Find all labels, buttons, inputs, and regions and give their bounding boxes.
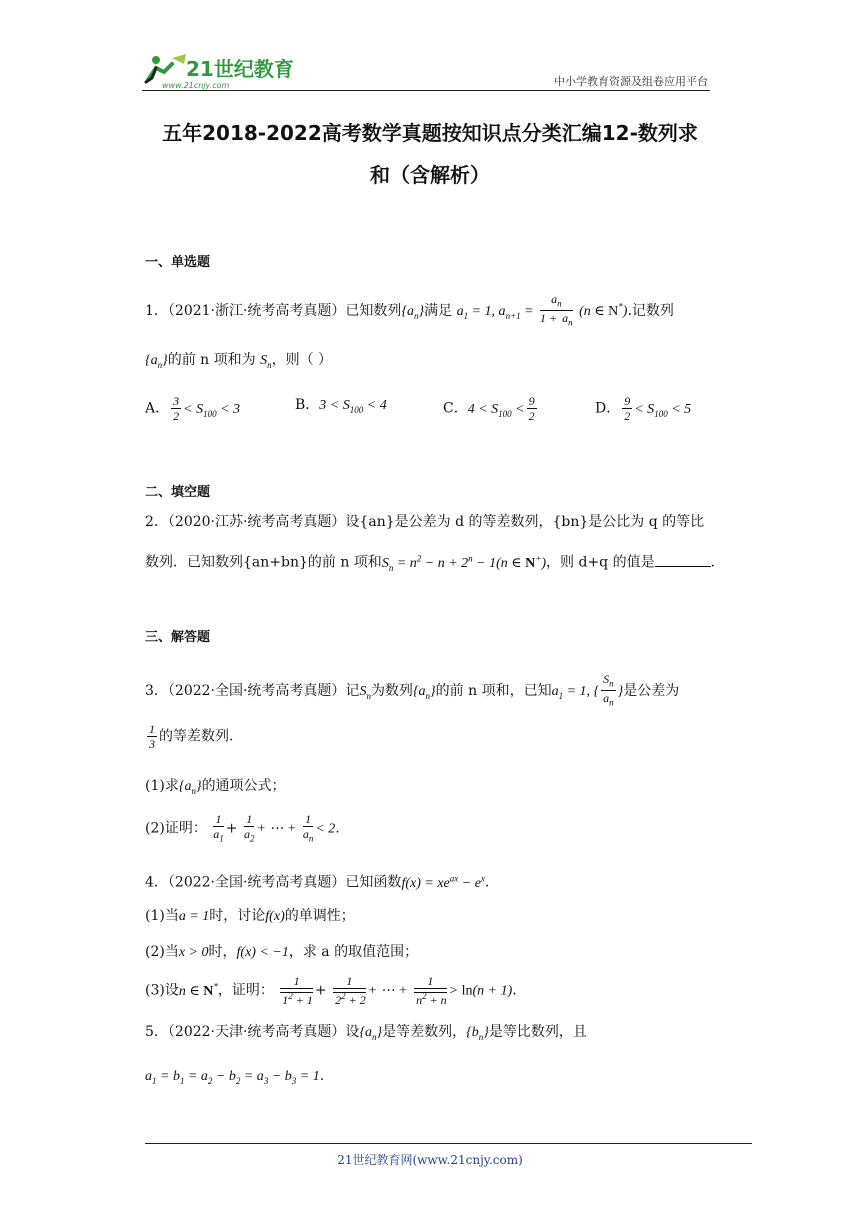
question-4-part1: (1)当a = 1时，讨论f(x)的单调性； bbox=[145, 908, 355, 924]
q5-prefix: 5．（2022·天津·统考高考真题）设 bbox=[145, 1024, 360, 1040]
site-label: 中小学教育资源及组卷应用平台 bbox=[554, 75, 708, 88]
q3-mid2: 的前 n 项和，已知 bbox=[435, 682, 552, 699]
q3-tail: 是公差为 bbox=[623, 682, 680, 699]
page-title-line2: 和（含解析） bbox=[370, 163, 490, 187]
question-4-part2: (2)当x > 0时，f(x) < −1，求 a 的取值范围； bbox=[145, 944, 419, 960]
svg-text:www.21cnjy.com: www.21cnjy.com bbox=[162, 81, 230, 90]
q4-prefix: 4．（2022·全国·统考高考真题）已知函数 bbox=[145, 874, 402, 891]
svg-text:21世纪教育: 21世纪教育 bbox=[186, 57, 294, 81]
q2-line2-a: 数列．已知数列{an+bn}的前 n 项和 bbox=[145, 554, 382, 571]
question-4-part3: (3)设n ∈ N*，证明： $\frac{1}{1^2 + 1}$ + $\frac{1}{2^2 + 2}$ + ⋯ + $\frac{1}{n^2 + n}$ > ln(n + 1). bbox=[145, 974, 517, 1007]
q3-line2: 的等差数列. bbox=[159, 728, 234, 745]
option-b: B．$3 < S_{100} < 4$ bbox=[295, 397, 387, 415]
question-5-line2: $a_1 = b_1 = a_2 - b_2 = a_3 - b_3 = 1$. bbox=[145, 1068, 325, 1086]
q5-mid1: 是等差数列， bbox=[382, 1024, 467, 1040]
question-3-line2: $\frac{1}{3}$ 的等差数列. bbox=[149, 722, 234, 751]
q5-mid2: 是等比数列，且 bbox=[488, 1024, 587, 1040]
q1-prefix: 1．（2021·浙江·统考高考真题）已知数列 bbox=[145, 302, 402, 319]
question-5-line1: 5．（2022·天津·统考高考真题）设$\{a_n\}$是等差数列，$\{b_n\}$是等比数列，且 bbox=[145, 1024, 587, 1042]
q2-line2-b: ，则 d+q 的值是 bbox=[546, 554, 655, 571]
question-1-line1: 1．（2021·浙江·统考高考真题）已知数列$\{a_n\}$满足 $a_1 = 1$, $a_{n+1}$ = $\frac{a_n}{1 + a_n}$ (n ∈ N*).记数列 bbox=[145, 292, 674, 328]
q1-tail: .记数列 bbox=[627, 302, 674, 319]
q3-prefix: 3．（2022·全国·统考高考真题）记 bbox=[145, 682, 360, 699]
footer-divider bbox=[145, 1143, 752, 1144]
page-title-line1: 五年2018-2022高考数学真题按知识点分类汇编12-数列求 bbox=[162, 121, 698, 145]
question-1-line2: $\{a_n\}$的前 n 项和为 $S_n$，则（ ） bbox=[145, 352, 333, 370]
site-logo bbox=[142, 50, 302, 90]
question-2-line1: 2．（2020·江苏·统考高考真题）设{an}是公差为 d 的等差数列，{bn}是公比为 q 的等比 bbox=[145, 514, 705, 530]
option-a: A． $\frac{3}{2}$ < $S_{100} < 3$ bbox=[145, 394, 241, 423]
option-c: C．$4 < S_{100}$ < $\frac{9}{2}$ bbox=[443, 394, 535, 423]
q1-line2-end: ，则（ ） bbox=[271, 352, 333, 368]
option-d: D． $\frac{9}{2}$ < $S_{100} < 5$ bbox=[595, 394, 692, 423]
q3-mid1: 为数列 bbox=[370, 682, 413, 699]
section-heading-solution: 三、解答题 bbox=[145, 630, 211, 645]
question-2-line2: 数列．已知数列{an+bn}的前 n 项和$S_n = n^2 - n + 2^n - 1(n$ ∈ N+)，则 d+q 的值是 ． bbox=[145, 553, 725, 573]
question-3-part1: (1)求$\{a_n\}$的通项公式； bbox=[145, 778, 286, 796]
q1-line2-tail: 的前 n 项和为 bbox=[167, 352, 256, 368]
header-divider bbox=[142, 90, 710, 91]
question-3-line1: 3．（2022·全国·统考高考真题）记$S_n$为数列$\{a_n\}$的前 n 项和，已知$a_1 = 1$, { $\frac{S_n}{a_n}$ }是公差为 bbox=[145, 672, 680, 708]
section-heading-fill-blank: 二、填空题 bbox=[145, 485, 211, 500]
q1-mid: 满足 bbox=[424, 302, 453, 319]
section-heading-single-choice: 一、单选题 bbox=[145, 255, 211, 270]
question-4-line1: 4．（2022·全国·统考高考真题）已知函数$f(x) = xe^{ax} - e^x$. bbox=[145, 873, 490, 891]
answer-blank[interactable] bbox=[655, 552, 711, 567]
footer-text: 21世纪教育网(www.21cnjy.com) bbox=[337, 1153, 523, 1167]
question-1-options bbox=[145, 388, 745, 428]
question-3-part2: (2)证明： $\frac{1}{a_1}$ + $\frac{1}{a_2}$ + ⋯ + $\frac{1}{a_n}$ < 2. bbox=[145, 812, 340, 844]
runner-logo-icon bbox=[142, 50, 302, 90]
